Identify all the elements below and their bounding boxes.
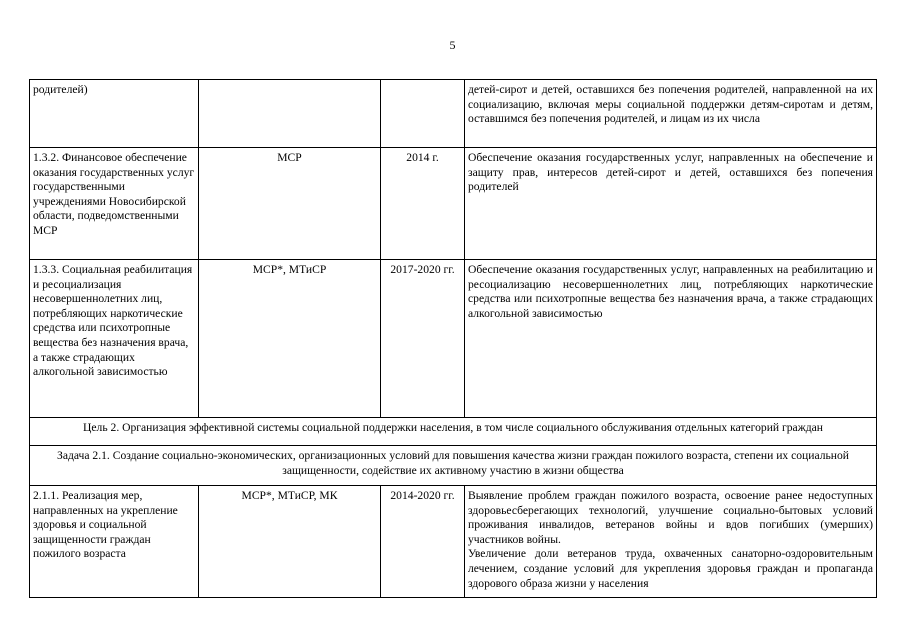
executor-cell: МСР*, МТиСР, МК <box>199 486 381 598</box>
task-cell: 1.3.2. Финансовое обеспечение оказания государственных услуг государственными учреждениями Новосибирской области, подведомственными МСР <box>30 148 199 260</box>
result-cell <box>465 486 877 598</box>
period-cell: 2014 г. <box>381 148 465 260</box>
result-cell: Обеспечение оказания государственных услуг, направленных на реабилитацию и ресоциализацию несовершеннолетних лиц, потребляющих наркотические средства или психотропные вещества без назначения врача, а также страдающих алкогольной зависимостью <box>465 260 877 418</box>
table-row <box>30 486 877 598</box>
result-paragraph: Выявление проблем граждан пожилого возраста, освоение ранее недоступных здоровьесберегающих технологий, улучшение социально-бытовых условий проживания инвалидов, ветеранов войны и вдов погибших (умерших) участников войны. <box>468 489 873 546</box>
period-cell: 2014-2020 гг. <box>381 486 465 598</box>
task-cell: 1.3.3. Социальная реабилитация и ресоциализация несовершеннолетних лиц, потребляющих наркотические средства или психотропные вещества без назначения врача, а также страдающих алкогольной зависимостью <box>30 260 199 418</box>
result-paragraph: Увеличение доли ветеранов труда, охваченных санаторно-оздоровительным лечением, создание условий для укрепления здоровья граждан и пропаганда здорового образа жизни у населения <box>468 547 873 590</box>
period-cell: 2017-2020 гг. <box>381 260 465 418</box>
program-table <box>29 79 877 598</box>
page-number: 5 <box>449 38 456 52</box>
task-row <box>30 446 877 486</box>
executor-cell: МСР*, МТиСР <box>199 260 381 418</box>
result-cell: детей-сирот и детей, оставшихся без попечения родителей, направленной на их социализацию, включая меры социальной поддержки детям-сиротам и детям, оставшимся без попечения родителей, и лицам из их числа <box>465 80 877 148</box>
goal-row <box>30 418 877 446</box>
result-cell: Обеспечение оказания государственных услуг, направленных на обеспечение и защиту прав, интересов детей-сирот и детей, оставшихся без попечения родителей <box>465 148 877 260</box>
task-heading: Задача 2.1. Создание социально-экономических, организационных условий для повышения качества жизни граждан пожилого возраста, степени их социальной защищенности, содействие их активному участию в жизни общества <box>30 446 877 486</box>
task-cell: 2.1.1. Реализация мер, направленных на укрепление здоровья и социальной защищенности граждан пожилого возраста <box>30 486 199 598</box>
table-row <box>30 148 877 260</box>
executor-cell: МСР <box>199 148 381 260</box>
period-cell <box>381 80 465 148</box>
goal-heading: Цель 2. Организация эффективной системы социальной поддержки населения, в том числе социального обслуживания отдельных категорий граждан <box>30 418 877 446</box>
executor-cell <box>199 80 381 148</box>
table-row <box>30 260 877 418</box>
task-cell: родителей) <box>30 80 199 148</box>
table-row <box>30 80 877 148</box>
